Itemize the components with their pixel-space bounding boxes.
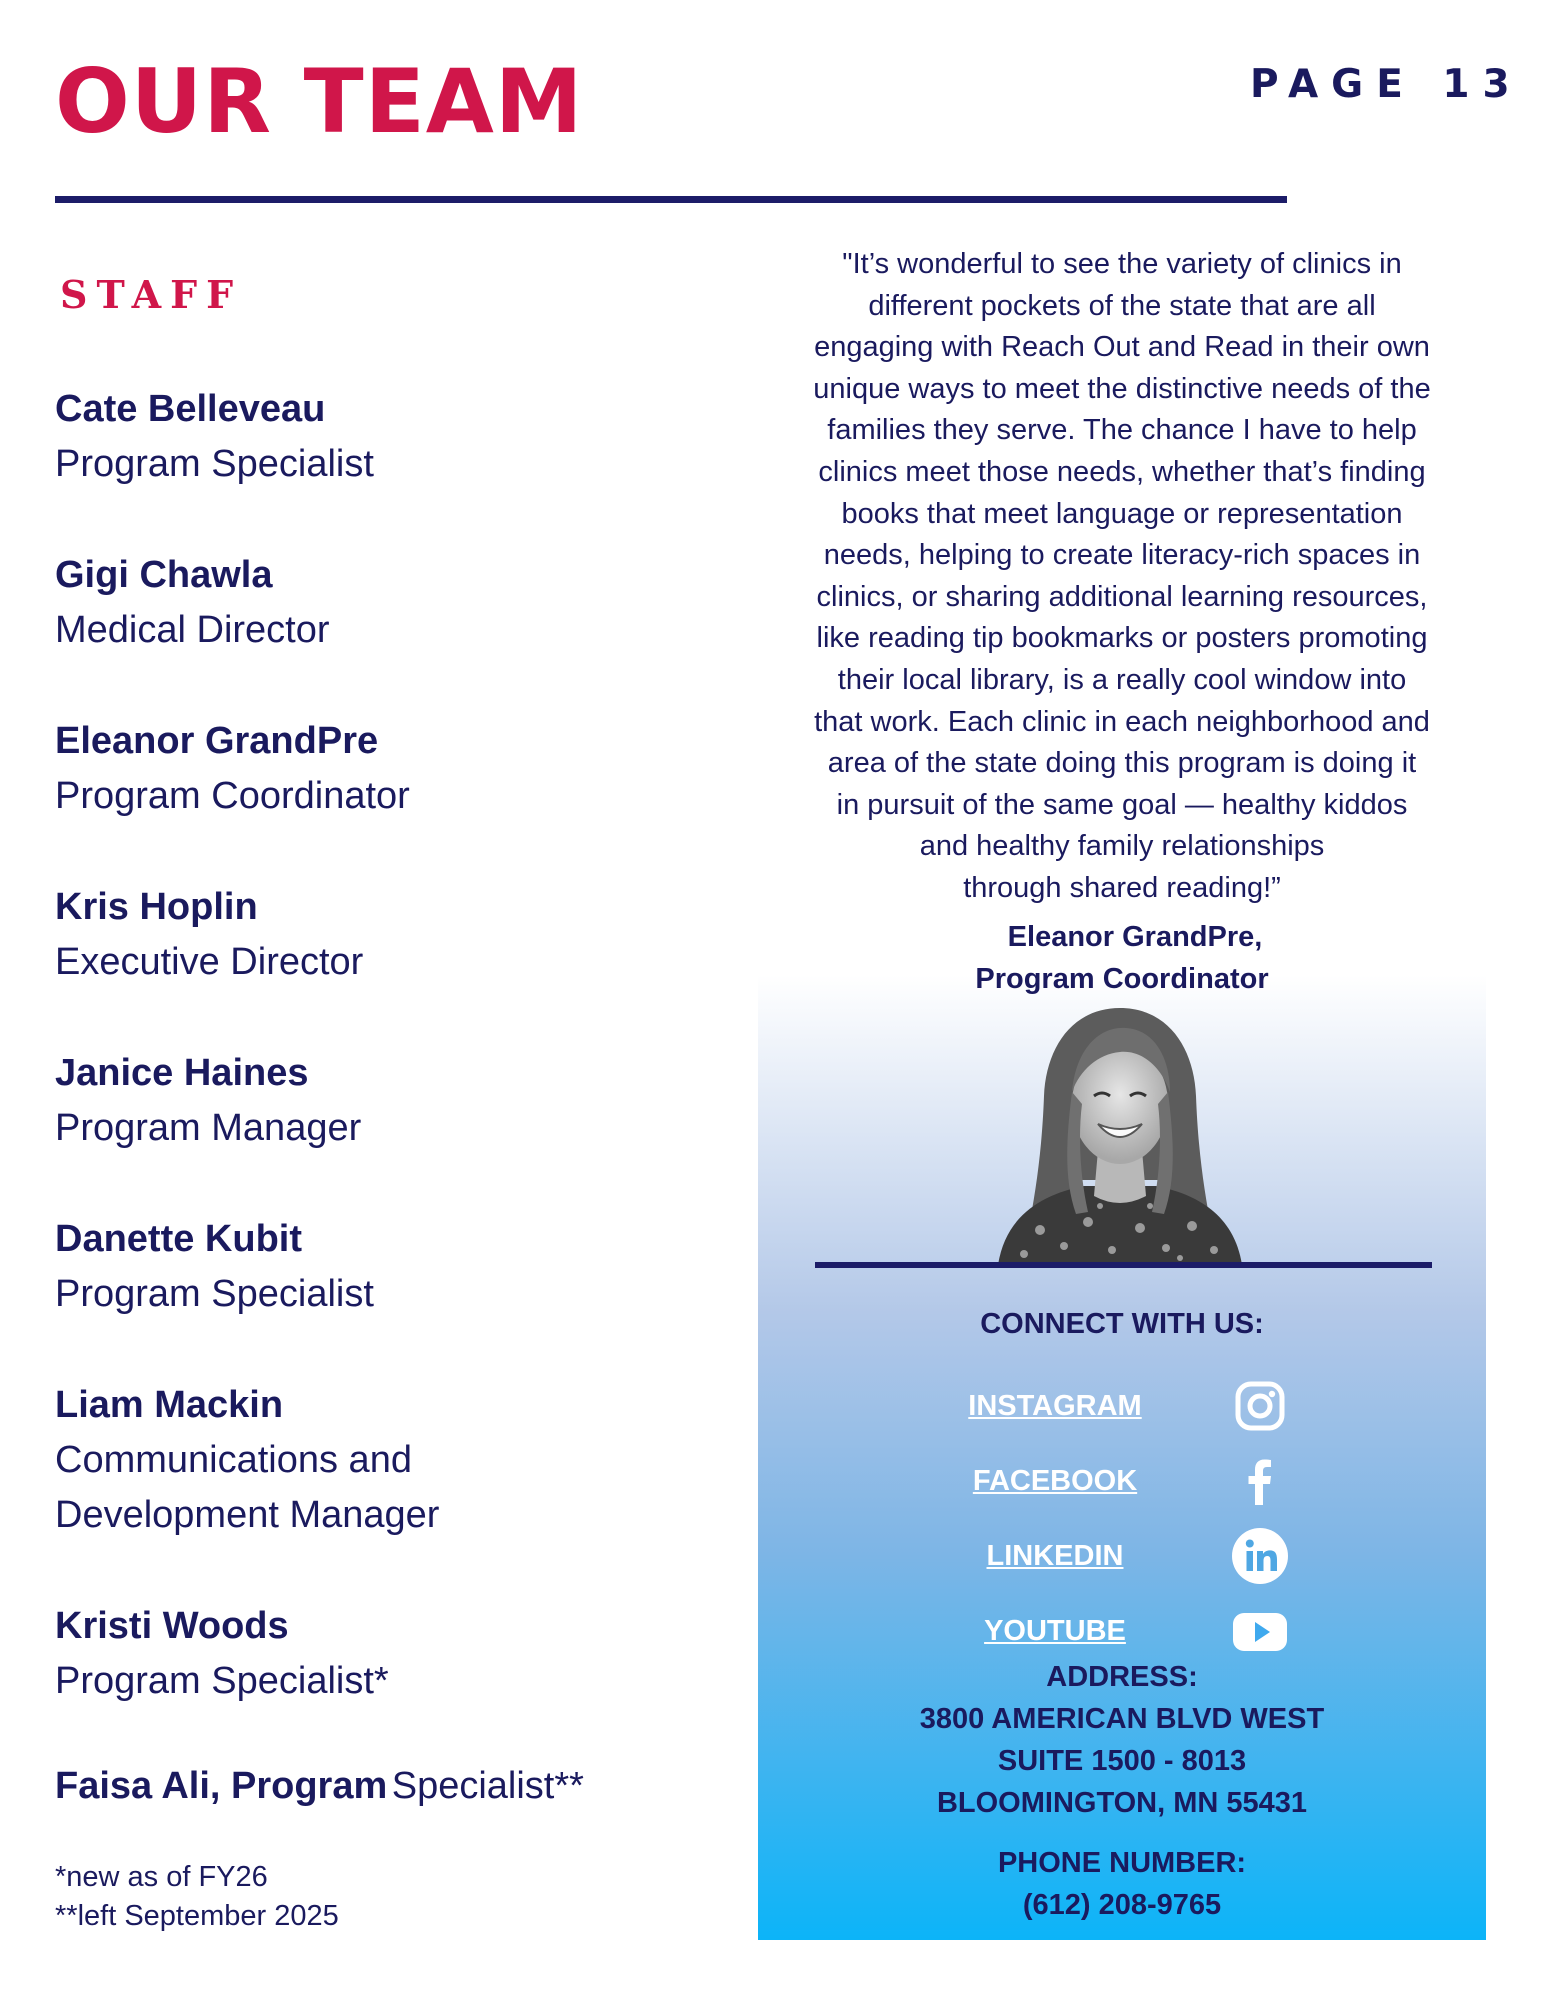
staff-name: Eleanor GrandPre — [55, 720, 379, 762]
quote-line: unique ways to meet the distinctive needs of the — [813, 372, 1431, 405]
staff-name: Cate Belleveau — [55, 388, 326, 430]
instagram-link[interactable]: INSTAGRAM — [968, 1390, 1142, 1422]
staff-role: Specialist** — [391, 1765, 584, 1807]
connect-heading: CONNECT WITH US: — [980, 1308, 1264, 1340]
staff-member — [55, 548, 705, 658]
staff-name: Gigi Chawla — [55, 554, 273, 596]
staff-role: Program Coordinator — [55, 775, 410, 817]
facebook-link[interactable]: FACEBOOK — [972, 1465, 1138, 1497]
quote-line: needs, helping to create literacy-rich spaces in — [823, 539, 1421, 572]
social-row-youtube — [940, 1603, 1260, 1659]
quote-attribution — [756, 916, 1488, 1000]
staff-name: Danette Kubit — [55, 1218, 302, 1260]
address-block — [756, 1656, 1488, 1824]
social-row-instagram — [940, 1378, 1260, 1434]
address-line: 3800 AMERICAN BLVD WEST — [919, 1703, 1325, 1735]
staff-heading: STAFF — [60, 272, 243, 317]
staff-portrait — [980, 1000, 1260, 1265]
staff-name: Liam Mackin — [55, 1384, 284, 1426]
staff-member — [55, 880, 705, 990]
staff-role: Communications and — [55, 1439, 412, 1481]
quote-line: clinics meet those needs, whether that’s finding — [818, 455, 1426, 488]
quote-line: books that meet language or representation — [841, 497, 1403, 530]
quote-line: that work. Each clinic in each neighborhood and — [814, 705, 1430, 738]
staff-role: Executive Director — [55, 941, 364, 983]
phone-label: PHONE NUMBER: — [997, 1847, 1247, 1879]
quote-line: different pockets of the state that are all — [868, 289, 1376, 322]
staff-member — [55, 382, 705, 492]
footnotes — [55, 1858, 339, 1936]
address-line: SUITE 1500 - 8013 — [997, 1745, 1247, 1777]
testimonial-quote — [756, 244, 1488, 910]
staff-name: Faisa Ali, Program — [55, 1765, 388, 1807]
staff-role: Medical Director — [55, 609, 330, 651]
header-divider — [55, 196, 1287, 203]
staff-member — [55, 1212, 705, 1322]
staff-member — [55, 1759, 705, 1814]
quote-line: through shared reading!” — [963, 871, 1281, 904]
quote-line: engaging with Reach Out and Read in their own — [814, 331, 1430, 364]
youtube-link[interactable]: YOUTUBE — [984, 1615, 1126, 1647]
instagram-icon[interactable] — [1232, 1378, 1288, 1434]
staff-role: Program Specialist — [55, 1273, 374, 1315]
panel-divider — [815, 1262, 1432, 1268]
quote-line: area of the state doing this program is doing it — [827, 747, 1417, 780]
staff-role: Development Manager — [55, 1494, 440, 1536]
address-label: ADDRESS: — [1046, 1661, 1198, 1693]
staff-name: Kris Hoplin — [55, 886, 258, 928]
staff-member — [55, 1046, 705, 1156]
staff-role: Program Manager — [55, 1107, 362, 1149]
quote-line: and healthy family relationships — [919, 830, 1325, 863]
page-title: OUR TEAM — [55, 50, 584, 153]
phone-block — [756, 1842, 1488, 1926]
staff-member — [55, 1599, 705, 1709]
linkedin-icon[interactable] — [1232, 1528, 1288, 1584]
phone-number: (612) 208-9765 — [1022, 1889, 1222, 1921]
youtube-icon[interactable] — [1232, 1603, 1288, 1659]
staff-member — [55, 1378, 705, 1543]
quote-line: like reading tip bookmarks or posters promoting — [816, 622, 1428, 655]
footnote: **left September 2025 — [55, 1900, 339, 1932]
quote-line: families they serve. The chance I have to help — [827, 414, 1417, 447]
social-row-linkedin — [940, 1528, 1260, 1584]
facebook-icon[interactable] — [1232, 1453, 1288, 1509]
staff-role: Program Specialist — [55, 443, 374, 485]
staff-name: Janice Haines — [55, 1052, 309, 1094]
quote-line: in pursuit of the same goal — healthy kiddos — [836, 788, 1408, 821]
attribution-name: Eleanor GrandPre, — [1007, 921, 1263, 953]
social-row-facebook — [940, 1453, 1260, 1509]
staff-member — [55, 714, 705, 824]
address-line: BLOOMINGTON, MN 55431 — [936, 1787, 1308, 1819]
attribution-title: Program Coordinator — [975, 963, 1269, 995]
staff-name: Kristi Woods — [55, 1605, 289, 1647]
staff-list — [55, 382, 705, 1870]
footnote: *new as of FY26 — [55, 1861, 268, 1893]
page-number: PAGE 13 — [1250, 62, 1523, 107]
staff-role: Program Specialist* — [55, 1660, 389, 1702]
quote-line: "It’s wonderful to see the variety of clinics in — [842, 248, 1402, 280]
quote-line: clinics, or sharing additional learning resources, — [816, 580, 1428, 613]
linkedin-link[interactable]: LINKEDIN — [986, 1540, 1124, 1572]
quote-line: their local library, is a really cool window into — [837, 663, 1407, 696]
